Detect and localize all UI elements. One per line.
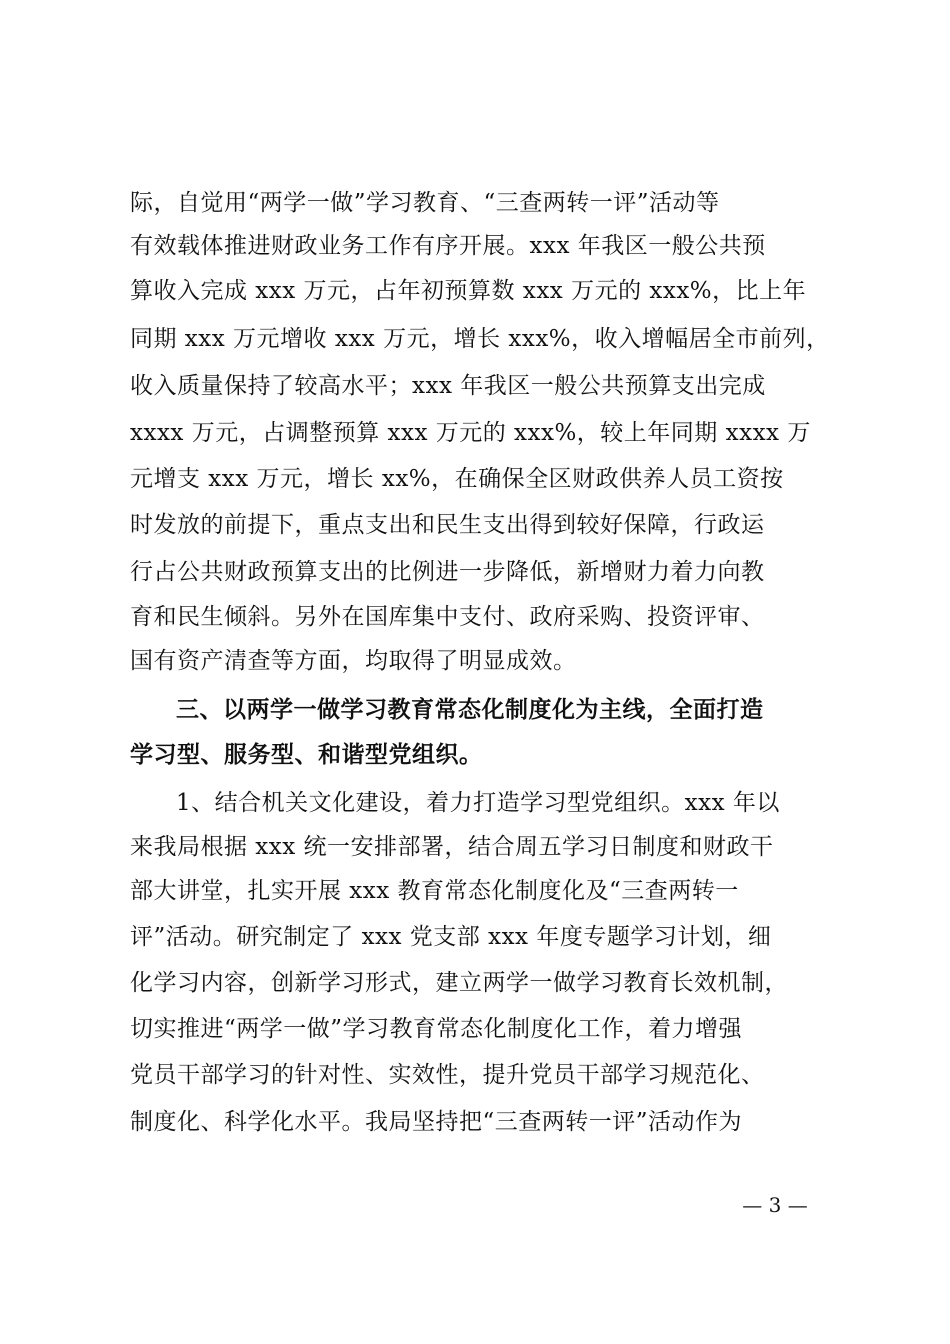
paragraph-2-line: 来我局根据 xxx 统一安排部署，结合周五学习日制度和财政干 <box>130 834 774 860</box>
page-number: — 3 — <box>742 1193 808 1217</box>
paragraph-1-line: 育和民生倾斜。另外在国库集中支付、政府采购、投资评审、 <box>130 604 765 630</box>
paragraph-1-line: 行占公共财政预算支出的比例进一步降低，新增财力着力向教 <box>130 559 765 585</box>
paragraph-2-line: 1、结合机关文化建设，着力打造学习型党组织。xxx 年以 <box>176 790 780 816</box>
paragraph-2-line: 切实推进“两学一做”学习教育常态化制度化工作，着力增强 <box>130 1016 743 1042</box>
paragraph-2-line: 制度化、科学化水平。我局坚持把“三查两转一评”活动作为 <box>130 1109 743 1135</box>
paragraph-1-line: 有效载体推进财政业务工作有序开展。xxx 年我区一般公共预 <box>130 233 766 259</box>
paragraph-1-line: 际，自觉用“两学一做”学习教育、“三查两转一评”活动等 <box>130 190 720 216</box>
section-heading-line: 三、以两学一做学习教育常态化制度化为主线，全面打造 <box>176 696 764 723</box>
paragraph-1-line: 算收入完成 xxx 万元，占年初预算数 xxx 万元的 xxx%，比上年 <box>130 278 807 304</box>
paragraph-2-line: 部大讲堂，扎实开展 xxx 教育常态化制度化及“三查两转一 <box>130 878 739 904</box>
paragraph-1-line: 国有资产清查等方面，均取得了明显成效。 <box>130 648 577 674</box>
paragraph-2-line: 化学习内容，创新学习形式，建立两学一做学习教育长效机制， <box>130 970 788 996</box>
paragraph-1-line: 收入质量保持了较高水平；xxx 年我区一般公共预算支出完成 <box>130 373 766 399</box>
paragraph-1-line: 元增支 xxx 万元，增长 xx%，在确保全区财政供养人员工资按 <box>130 466 784 492</box>
paragraph-1-line: xxxx 万元，占调整预算 xxx 万元的 xxx%，较上年同期 xxxx 万 <box>130 420 811 446</box>
paragraph-2-line: 评”活动。研究制定了 xxx 党支部 xxx 年度专题学习计划，细 <box>130 924 772 950</box>
paragraph-2-line: 党员干部学习的针对性、实效性，提升党员干部学习规范化、 <box>130 1062 765 1088</box>
paragraph-1-line: 时发放的前提下，重点支出和民生支出得到较好保障，行政运 <box>130 512 765 538</box>
section-heading-line: 学习型、服务型、和谐型党组织。 <box>130 741 483 768</box>
paragraph-1-line: 同期 xxx 万元增收 xxx 万元，增长 xxx%，收入增幅居全市前列， <box>130 326 830 352</box>
